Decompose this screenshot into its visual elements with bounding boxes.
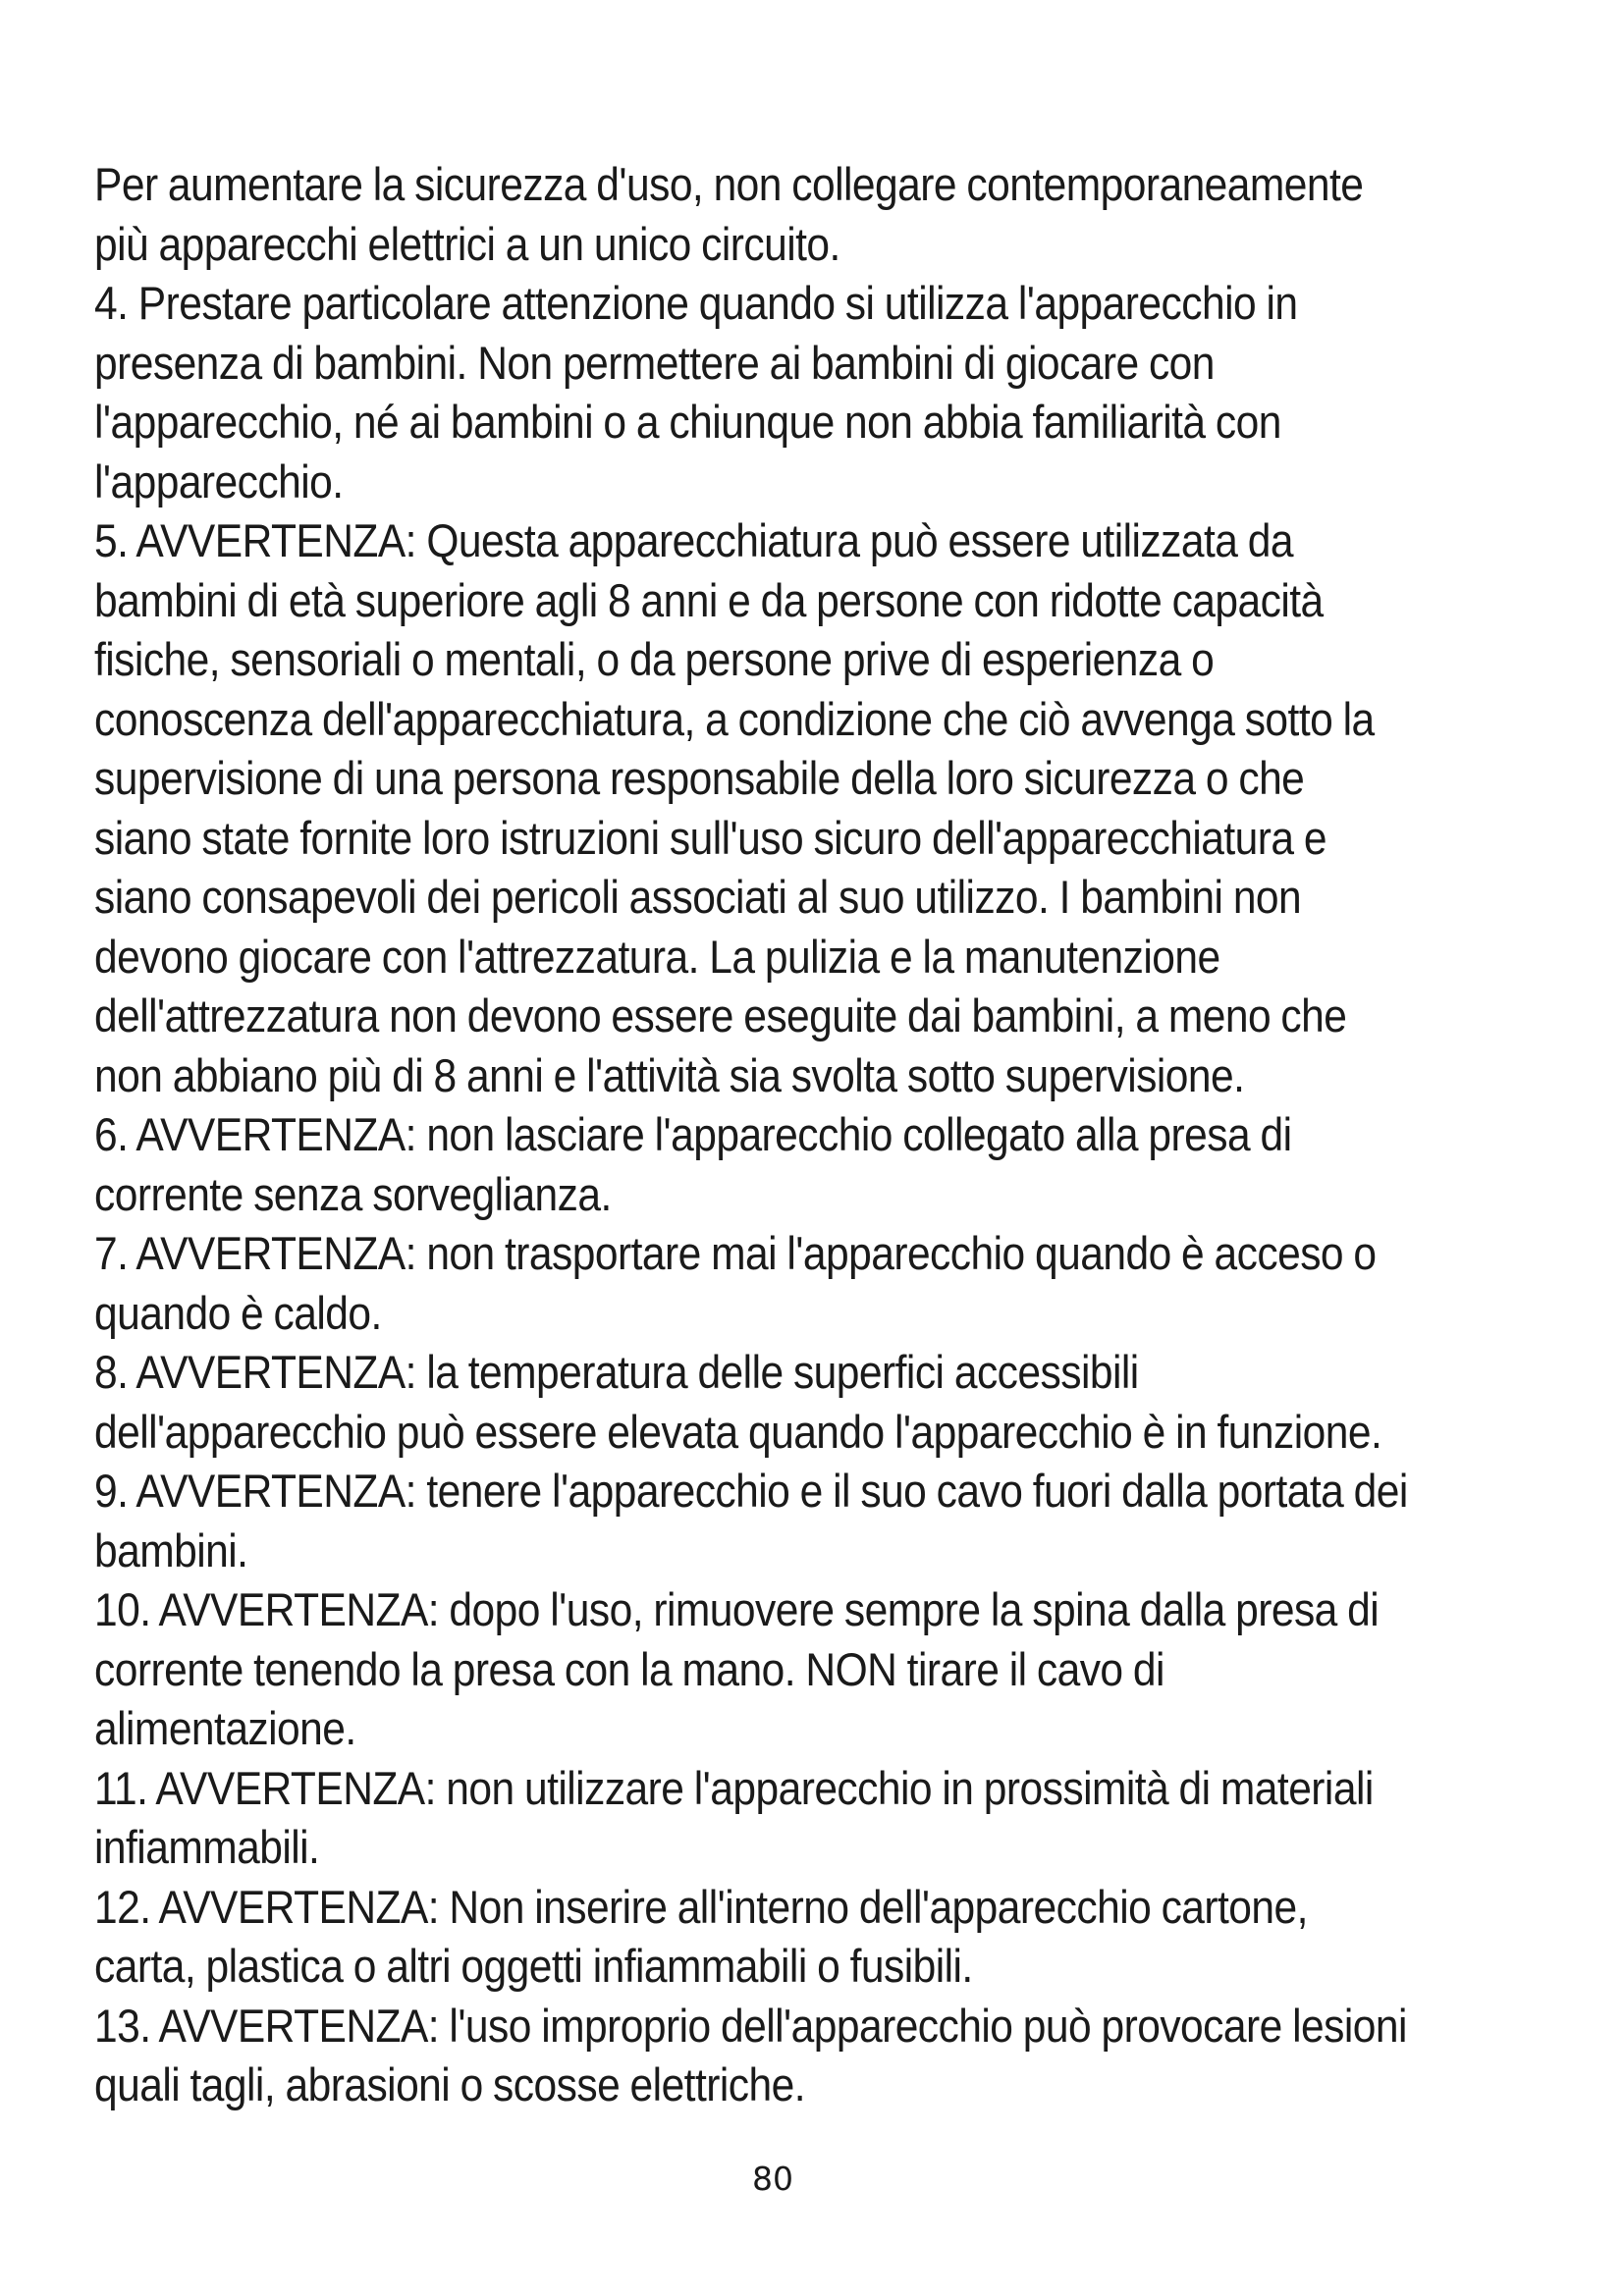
paragraph-item-6: 6. AVVERTENZA: non lasciare l'apparecchio collegato alla presa di corrente senza sorveglianza. — [94, 1108, 1292, 1220]
paragraph-item-9: 9. AVVERTENZA: tenere l'apparecchio e il suo cavo fuori dalla portata dei bambini. — [94, 1465, 1408, 1576]
paragraph-circuit-warning: Per aumentare la sicurezza d'uso, non collegare contemporaneamente più apparecchi elettrici a un unico circuito. — [94, 158, 1364, 270]
paragraph-item-11: 11. AVVERTENZA: non utilizzare l'apparecchio in prossimità di materiali infiammabili. — [94, 1761, 1374, 1873]
paragraph-item-4: 4. Prestare particolare attenzione quando si utilizza l'apparecchio in presenza di bambini. Non permettere ai bambini di giocare con l'apparecchio, né ai bambini o a chiunque non abbia familiarità con l'apparecchio. — [94, 277, 1298, 507]
paragraph-item-10: 10. AVVERTENZA: dopo l'uso, rimuovere sempre la spina dalla presa di corrente tenendo la presa con la mano. NON tirare il cavo di alimentazione. — [94, 1583, 1380, 1754]
paragraph-item-5: 5. AVVERTENZA: Questa apparecchiatura può essere utilizzata da bambini di età superiore agli 8 anni e da persone con ridotte capacità fisiche, sensoriali o mentali, o da persone prive di esperienza o conoscenza dell'apparecchiatura, a condizione che ciò avvenga sotto la supervisione di una persona responsabile della loro sicurezza o che siano state fornite loro istruzioni sull'uso sicuro dell'apparecchiatura e siano consapevoli dei pericoli associati al suo utilizzo. I bambini non devono giocare con l'attrezzatura. La pulizia e la manutenzione dell'attrezzatura non devono essere eseguite dai bambini, a meno che non abbiano più di 8 anni e l'attività sia svolta sotto supervisione. — [94, 514, 1375, 1101]
paragraph-item-7: 7. AVVERTENZA: non trasportare mai l'apparecchio quando è acceso o quando è caldo. — [94, 1227, 1377, 1339]
page-number: 80 — [752, 2160, 793, 2198]
paragraph-item-12: 12. AVVERTENZA: Non inserire all'interno dell'apparecchio cartone, carta, plastica o altri oggetti infiammabili o fusibili. — [94, 1880, 1308, 1992]
paragraph-item-13: 13. AVVERTENZA: l'uso improprio dell'apparecchio può provocare lesioni quali tagli, abrasioni o scosse elettriche. — [94, 1999, 1407, 2110]
paragraph-item-8: 8. AVVERTENZA: la temperatura delle superfici accessibili dell'apparecchio può essere elevata quando l'apparecchio è in funzione. — [94, 1346, 1382, 1458]
safety-instructions-body — [94, 155, 1409, 2115]
